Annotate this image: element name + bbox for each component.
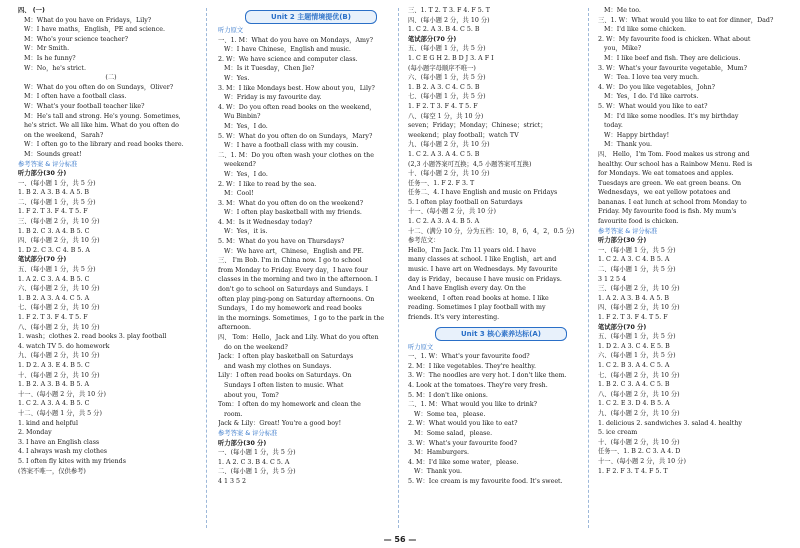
text-line: Tuesdays are green. We eat green beans. On <box>598 179 742 187</box>
part-heading: 笔试部分(70 分) <box>18 256 67 264</box>
text-line: W：I have Chinese，English and music. <box>224 46 351 54</box>
text-line: 3. W：The noodles are very hot. I don't like them. <box>408 372 567 380</box>
text-line: W：What do you often do on Sundays，Oliver? <box>24 83 174 91</box>
text-line: Friday. My favourite food is fish. My mum's <box>598 208 737 216</box>
text-line: 5. M：What do you have on Thursdays? <box>218 238 345 246</box>
page-number: — 56 — <box>383 535 417 544</box>
text-line: 十一、(每小题 2 分，共 10 分) <box>408 208 496 216</box>
text-line: 1. F 2. T 3. F 4. T 5. F <box>408 102 478 110</box>
text-line: M：Yes，I do. <box>224 122 268 130</box>
text-line: 1. C E G H 2. B D J 3. A F I <box>408 54 494 62</box>
text-line: 1. delicious 2. sandwiches 3. salad 4. healthy <box>598 419 742 427</box>
text-line: 十、(每小题 2 分，共 10 分) <box>408 170 490 178</box>
text-line: 1. A 2. C 3. B 4. C 5. A <box>218 458 290 466</box>
text-line: classes in the morning and two in the afternoon. I <box>218 276 378 284</box>
text-line: weekend? <box>224 161 256 169</box>
text-line: 十二、(每小题 1 分，共 5 分) <box>18 409 102 417</box>
text-line: room. <box>224 410 243 418</box>
text-line: 五、(每小题 1 分，共 5 分) <box>18 266 96 274</box>
text-line: 5. I often play football on Saturdays <box>408 198 523 206</box>
text-line: Jack & Lily：Great! You're a good boy! <box>218 420 342 428</box>
text-line: do on the weekend? <box>224 343 288 351</box>
text-line: 三、 I'm Bob. I'm in China now. I go to school <box>218 257 362 265</box>
text-line: today. <box>604 122 623 130</box>
text-line: 3. M：I like Mondays best. How about you，Lily? <box>218 84 375 92</box>
text-line: 1. B 2. A 3. B 4. A 5. B <box>18 189 90 197</box>
text-line: (答案不唯一，仅供参考) <box>18 467 86 475</box>
section-header: 听力原文 <box>218 27 244 34</box>
text-line: W：What's your football teacher like? <box>24 102 145 110</box>
text-line: 二、(每小题 1 分，共 5 分) <box>598 266 676 274</box>
text-line: music. I have art on Wednesdays. My favourite <box>408 266 558 274</box>
text-line: 八、(每小题 2 分，共 10 分) <box>18 323 100 331</box>
part-heading: 四、 (一) <box>18 7 45 14</box>
part-heading: 听力部分(30 分) <box>18 170 67 178</box>
text-line: 1. F 2. T 3. F 4. T 5. F <box>18 314 88 321</box>
section-header: 参考答案 & 评分标准 <box>218 429 278 437</box>
part-heading: 笔试部分(70 分) <box>408 35 457 43</box>
text-line: 2. Monday <box>18 429 52 437</box>
column-divider <box>206 8 207 528</box>
text-line: M：Me too. <box>604 7 641 14</box>
text-line: 4. watch TV 5. do homework <box>18 342 110 350</box>
text-line: 十一、(每小题 2 分，共 10 分) <box>18 390 106 398</box>
text-line: 4. M：I'd like some water，please. <box>408 458 519 466</box>
text-line: 1. C 2. A 3. A 4. C 5. B <box>408 150 480 158</box>
text-line: 1. B 2. A 3. C 4. C 5. B <box>408 83 480 91</box>
text-line: 二、1. M：What would you like to drink? <box>408 401 538 409</box>
text-line: M：Is it Tuesday，Chen Jie? <box>224 65 315 73</box>
text-line: W：I have a football class with my cousin. <box>224 142 359 150</box>
text-line: 任务一、1. F 2. F 3. T <box>408 179 475 187</box>
text-line: 八、(每小题 2 分，共 10 分) <box>598 390 680 398</box>
text-line: 5. W：What do you often do on Sundays，Mary? <box>218 132 373 140</box>
text-line: 二、(每小题 1 分，共 5 分) <box>18 198 96 206</box>
text-line: 1. C 2. A 3. C 4. B 5. A <box>598 256 670 264</box>
text-line: M：Thank you. <box>604 141 653 149</box>
text-line: 3. M：What do you often do on the weekend? <box>218 199 364 207</box>
section-header: 参考答案 & 评分标准 <box>598 227 658 235</box>
text-line: M：I'd like some noodles. It's my birthday <box>604 112 739 120</box>
text-line: 一、1. W：What's your favourite food? <box>408 353 530 361</box>
text-line: M：I like beef and fish. They are delicious. <box>604 54 741 62</box>
text-line: 3. W：What's your favourite vegetable，Mum? <box>598 64 747 72</box>
text-line: 六、(每小题 2 分，共 10 分) <box>18 285 100 293</box>
text-line: M：Some salad，please. <box>414 429 493 437</box>
text-line: 5. ice cream <box>598 429 638 437</box>
text-line: 1. F 2. T 3. F 4. T 5. F <box>598 314 668 321</box>
text-line: Lily：I often read books on Saturdays. On <box>218 372 352 380</box>
text-line: 参考范文： <box>408 237 440 245</box>
text-line: 四、(每小题 2 分，共 10 分) <box>598 304 680 312</box>
text-line: 1. F 2. T 3. F 4. T 5. F <box>18 208 88 216</box>
text-line: Sundays I often listen to music. What <box>224 381 344 389</box>
text-line: 六、(每小题 1 分，共 5 分) <box>598 352 676 360</box>
text-line: 一、(每小题 1 分，共 5 分) <box>598 246 676 254</box>
text-line: M：What do you have on Fridays，Lily? <box>24 16 152 24</box>
text-line: 1. wash；clothes 2. read books 3. play football <box>18 333 167 341</box>
answer-column-3 <box>408 6 594 487</box>
text-line: M：Who's your science teacher? <box>24 35 128 43</box>
text-line: Wednesdays，we eat yellow potatoes and <box>598 189 731 197</box>
text-line: 任务二、4. I have English and music on Fridays <box>408 189 558 197</box>
text-line: W：Thank you. <box>414 468 463 476</box>
text-line: 4 1 3 5 2 <box>218 477 247 485</box>
text-line: 一、(每小题 1 分，共 5 分) <box>218 449 296 457</box>
part-heading: 听力部分(30 分) <box>598 237 647 245</box>
text-line: M：Cool! <box>224 190 254 198</box>
text-line: 任务一、1. B 2. C 3. A 4. D <box>598 448 681 456</box>
text-line: on the weekend，Sarah? <box>24 131 104 139</box>
text-line: 五、(每小题 1 分，共 5 分) <box>598 333 676 341</box>
text-line: 2. M：I like vegetables. They're healthy. <box>408 362 537 370</box>
text-line: from Monday to Friday. Every day，I have four <box>218 266 368 274</box>
text-line: Wu Binbin? <box>224 113 261 121</box>
text-line: Sundays，I do my homework and read books <box>218 305 362 313</box>
text-line: 1. D 2. C 3. C 4. B 5. A <box>18 246 90 254</box>
text-line: Hello，I'm Jack. I'm 11 years old. I have <box>408 246 537 254</box>
text-line: 1. B 2. C 3. A 4. B 5. C <box>18 227 90 235</box>
text-line: weekend；play football；watch TV <box>408 131 519 139</box>
unit-title-banner: Unit 3 核心素养达标(A) <box>435 327 567 341</box>
text-line: 4. W：Do you like vegetables，John? <box>598 83 716 91</box>
answer-column-1 <box>18 6 204 476</box>
text-line: for Mondays. We eat tomatoes and apples. <box>598 170 734 178</box>
text-line: 四、(每小题 2 分，共 10 分) <box>18 237 100 245</box>
text-line: W：Yes，it is. <box>224 228 268 236</box>
part-heading: 听力部分(30 分) <box>218 439 267 447</box>
text-line: 1. C 2. B 3. A 4. C 5. A <box>598 361 670 369</box>
text-line: 七、(每小题 2 分，共 10 分) <box>18 304 100 312</box>
text-line: W：We have art，Chinese，English and PE. <box>224 247 364 255</box>
text-line: W：I have maths，English，PE and science. <box>24 26 165 34</box>
text-line: W：Yes，I do. <box>224 170 268 178</box>
text-line: 四、(每小题 2 分，共 10 分) <box>408 16 490 24</box>
text-line: 5. W：What would you like to eat? <box>598 102 708 110</box>
text-line: W：Some tea，please. <box>414 410 486 418</box>
text-line: 一、(每小题 1 分，共 5 分) <box>18 179 96 187</box>
text-line: seven；Friday；Monday；Chinese；strict； <box>408 122 547 130</box>
text-line: 2. W：We have science and computer class. <box>218 55 358 63</box>
text-line: 1. C 2. A 3. A 4. B 5. C <box>18 400 90 408</box>
text-line: 4. W：Do you often read books on the weekend， <box>218 103 376 111</box>
text-line: and wash my clothes on Sundays. <box>224 362 332 370</box>
text-line: 三、1. T 2. T 3. F 4. F 5. T <box>408 7 490 14</box>
text-line: 二、1. M：Do you often wash your clothes on the <box>218 151 374 159</box>
text-line: 1. C 2. E 3. D 4. B 5. A <box>598 400 670 408</box>
text-line: 1. F 2. F 3. T 4. F 5. T <box>598 467 668 475</box>
text-line: 2. W：I like to read by the sea. <box>218 180 317 188</box>
text-line: 十、(每小题 2 分，共 10 分) <box>598 438 680 446</box>
text-line: 五、(每小题 1 分，共 5 分) <box>408 45 486 53</box>
text-line: M：Is he funny? <box>24 54 76 62</box>
text-line: W：Mr Smith. <box>24 45 70 53</box>
answer-column-2 <box>218 6 404 487</box>
text-line: you，Mike? <box>604 45 642 53</box>
text-line: 1. D 2. A 3. E 4. B 5. C <box>18 361 90 369</box>
section-header: 听力原文 <box>408 343 434 351</box>
text-line: 1. B 2. A 3. A 4. C 5. A <box>18 294 90 302</box>
text-line: 四、 Tom：Hello，Jack and Lily. What do you often <box>218 334 379 341</box>
text-line: M：Hamburgers. <box>414 449 470 457</box>
text-line: 3 1 2 5 4 <box>598 275 627 283</box>
text-line: many classes at school. I like English，art and <box>408 256 557 264</box>
text-line: 2. W：My favourite food is chicken. What about <box>598 35 751 43</box>
text-line: 5. M：I don't like onions. <box>408 391 488 399</box>
text-line: 十、(每小题 2 分，共 10 分) <box>18 371 100 379</box>
text-line: 二、(每小题 1 分，共 5 分) <box>218 468 296 476</box>
text-line: 七、(每小题 2 分，共 10 分) <box>598 371 680 379</box>
text-line: weekend，I often read books at home. I like <box>408 294 549 302</box>
text-line: W：No，he's strict. <box>24 64 86 72</box>
text-line: 5. I often fly kites with my friends <box>18 457 126 465</box>
text-line: W：Friday is my favourite day. <box>224 94 322 102</box>
section-header: 参考答案 & 评分标准 <box>18 160 78 168</box>
text-line: 5. W：Ice cream is my favourite food. It's sweet. <box>408 477 563 485</box>
text-line: 4. Look at the tomatoes. They're very fresh. <box>408 381 548 389</box>
text-line: 1. A 2. A 3. B 4. A 5. B <box>598 294 669 302</box>
text-line: healthy. Our school has a Rainbow Menu. Red is <box>598 160 753 168</box>
text-line: 1. D 2. A 3. C 4. E 5. B <box>598 342 670 350</box>
text-line: 七、(每小题 1 分，共 5 分) <box>408 93 486 101</box>
text-line: 一、1. M：What do you have on Mondays，Amy? <box>218 36 373 44</box>
text-line: (二) <box>105 74 117 82</box>
text-line: about you，Tom? <box>224 391 279 399</box>
text-line: afternoon. <box>218 324 252 332</box>
text-line: 三、(每小题 2 分，共 10 分) <box>598 285 680 293</box>
text-line: 1. C 2. A 3. A 4. B 5. A <box>408 218 480 226</box>
answer-column-4 <box>598 6 784 476</box>
text-line: W：Tea. I love tea very much. <box>604 74 700 82</box>
text-line: W：I often play basketball with my friends. <box>224 209 362 217</box>
unit-title-banner: Unit 2 主题情境提优(B) <box>245 10 377 24</box>
text-line: (每小题字母顺序不唯一) <box>408 64 476 72</box>
text-line: (2,3 小题答案可互换；4,5 小题答案可互换) <box>408 160 532 168</box>
text-line: day is Friday，because I have music on Fridays. <box>408 275 562 283</box>
text-line: in the mornings. Sometimes，I go to the park in the <box>218 314 385 322</box>
text-line: bananas. I eat lunch at school from Monday to <box>598 198 747 206</box>
text-line: Tom：I often do my homework and clean the <box>218 401 361 409</box>
text-line: 三、1. W：What would you like to eat for dinner，Dad? <box>598 16 774 24</box>
text-line: 1. B 2. C 3. A 4. C 5. B <box>598 381 670 389</box>
text-line: 1. A 2. C 3. A 4. B 5. C <box>18 275 90 283</box>
text-line: he's strict. We all like him. What do you often do <box>24 122 179 130</box>
text-line: 4. M：Is it Wednesday today? <box>218 218 313 226</box>
text-line: 2. W：What would you like to eat? <box>408 420 518 428</box>
text-line: 四、 Hello，I'm Tom. Food makes us strong and <box>598 150 750 158</box>
text-line: W：I often go to the library and read books there. <box>24 141 184 149</box>
text-line: M：Yes，I do. I'd like carrots. <box>604 93 699 101</box>
text-line: 1. kind and helpful <box>18 419 78 427</box>
text-line: 1. C 2. A 3. B 4. C 5. B <box>408 26 480 34</box>
part-heading: 笔试部分(70 分) <box>598 323 647 331</box>
text-line: M：Sounds great! <box>24 150 82 158</box>
text-line: And I have English every day. On the <box>408 285 526 293</box>
text-line: W：Happy birthday! <box>604 131 670 139</box>
text-line: 1. B 2. A 3. B 4. B 5. A <box>18 381 90 389</box>
text-line: 九、(每小题 2 分，共 10 分) <box>408 141 490 149</box>
text-line: Jack：I often play basketball on Saturdays <box>218 353 354 361</box>
text-line: 八、(每空 1 分，共 10 分) <box>408 112 484 120</box>
text-line: 4. I always wash my clothes <box>18 448 108 456</box>
text-line: 三、(每小题 2 分，共 10 分) <box>18 218 100 226</box>
text-line: 3. W：What's your favourite food? <box>408 439 518 447</box>
text-line: don't go to school on Saturdays and Sundays. I <box>218 286 369 294</box>
text-line: friends. It's very interesting. <box>408 314 500 321</box>
text-line: 3. I have an English class <box>18 438 100 446</box>
text-line: 九、(每小题 2 分，共 10 分) <box>598 409 680 417</box>
text-line: reading. Sometimes I play football with my <box>408 304 546 312</box>
text-line: 十一、(每小题 2 分，共 10 分) <box>598 457 686 465</box>
text-line: M：He's tall and strong. He's young. Sometimes, <box>24 112 181 120</box>
text-line: M：I often have a football class. <box>24 93 127 101</box>
text-line: favourite food is chicken. <box>598 218 679 226</box>
text-line: 九、(每小题 2 分，共 10 分) <box>18 352 100 360</box>
text-line: M：I'd like some chicken. <box>604 26 687 34</box>
text-line: often play ping-pong on Saturday afternoons. On <box>218 295 375 303</box>
text-line: W：Yes. <box>224 74 250 82</box>
text-line: 六、(每小题 1 分，共 5 分) <box>408 74 486 82</box>
text-line: 十二、(满分 10 分，分为五档：10，8，6，4，2，0.5 分) <box>408 227 575 235</box>
